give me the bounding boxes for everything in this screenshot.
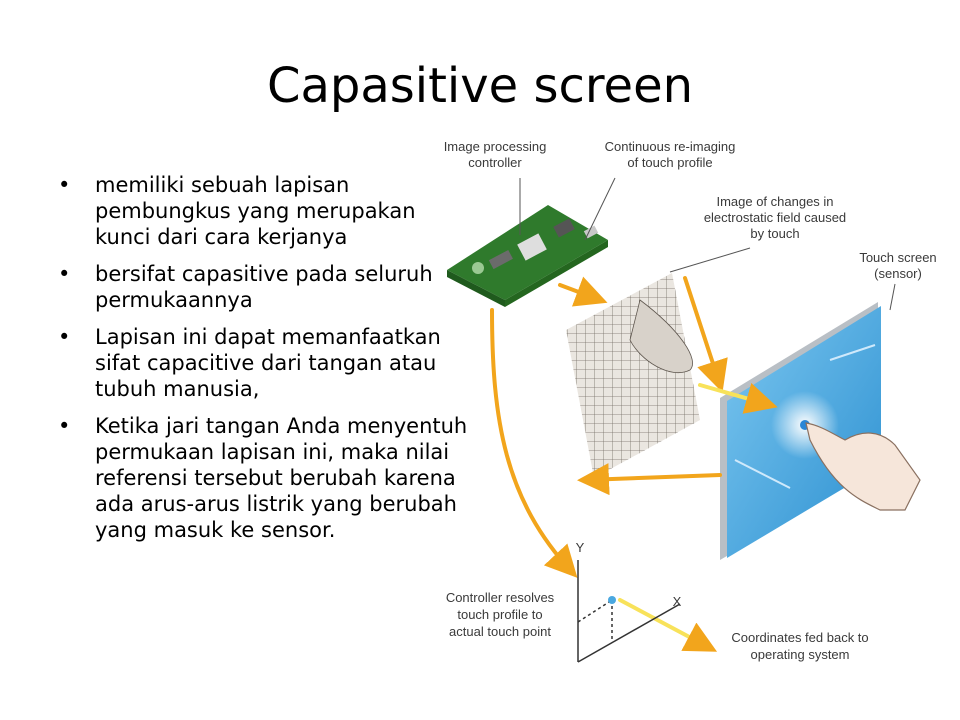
label-field-1: Image of changes in — [716, 194, 834, 209]
field-mesh — [566, 273, 700, 478]
label-reimaging-1: Continuous re-imaging — [604, 139, 736, 154]
label-resolves-1: Controller resolves — [445, 590, 555, 605]
bullet-item: • memiliki sebuah lapisan pembungkus yang merupakan kunci dari cara kerjanya — [58, 172, 468, 250]
label-coords-1: Coordinates fed back to — [731, 630, 869, 645]
label-controller-1: Image processing — [443, 139, 547, 154]
label-resolves-2: touch profile to — [457, 607, 543, 622]
controller-board — [447, 205, 608, 307]
label-sensor-1: Touch screen — [859, 250, 937, 265]
touch-point — [608, 596, 616, 604]
label-field-2: electrostatic field caused — [703, 210, 847, 225]
coordinate-axes — [578, 560, 680, 662]
touch-screen — [720, 302, 881, 560]
slide-title: Capasitive screen — [266, 58, 694, 114]
bullet-item: • bersifat capasitive pada seluruh permukaannya — [58, 261, 468, 313]
capacitive-diagram — [400, 130, 960, 690]
bullet-item: • Ketika jari tangan Anda menyentuh permukaan lapisan ini, maka nilai referensi tersebut berubah karena ada arus-arus listrik yang berubah yang masuk ke sensor. — [58, 413, 468, 543]
label-controller-2: controller — [468, 155, 522, 170]
label-field-3: by touch — [750, 226, 800, 241]
axis-y-label: Y — [575, 540, 585, 555]
label-sensor-2: (sensor) — [874, 266, 922, 281]
axis-x-label: X — [672, 594, 682, 609]
label-resolves-3: actual touch point — [449, 624, 551, 639]
bullet-item: • Lapisan ini dapat memanfaatkan sifat capacitive dari tangan atau tubuh manusia, — [58, 324, 468, 402]
label-coords-2: operating system — [750, 647, 850, 662]
label-reimaging-2: of touch profile — [627, 155, 713, 170]
